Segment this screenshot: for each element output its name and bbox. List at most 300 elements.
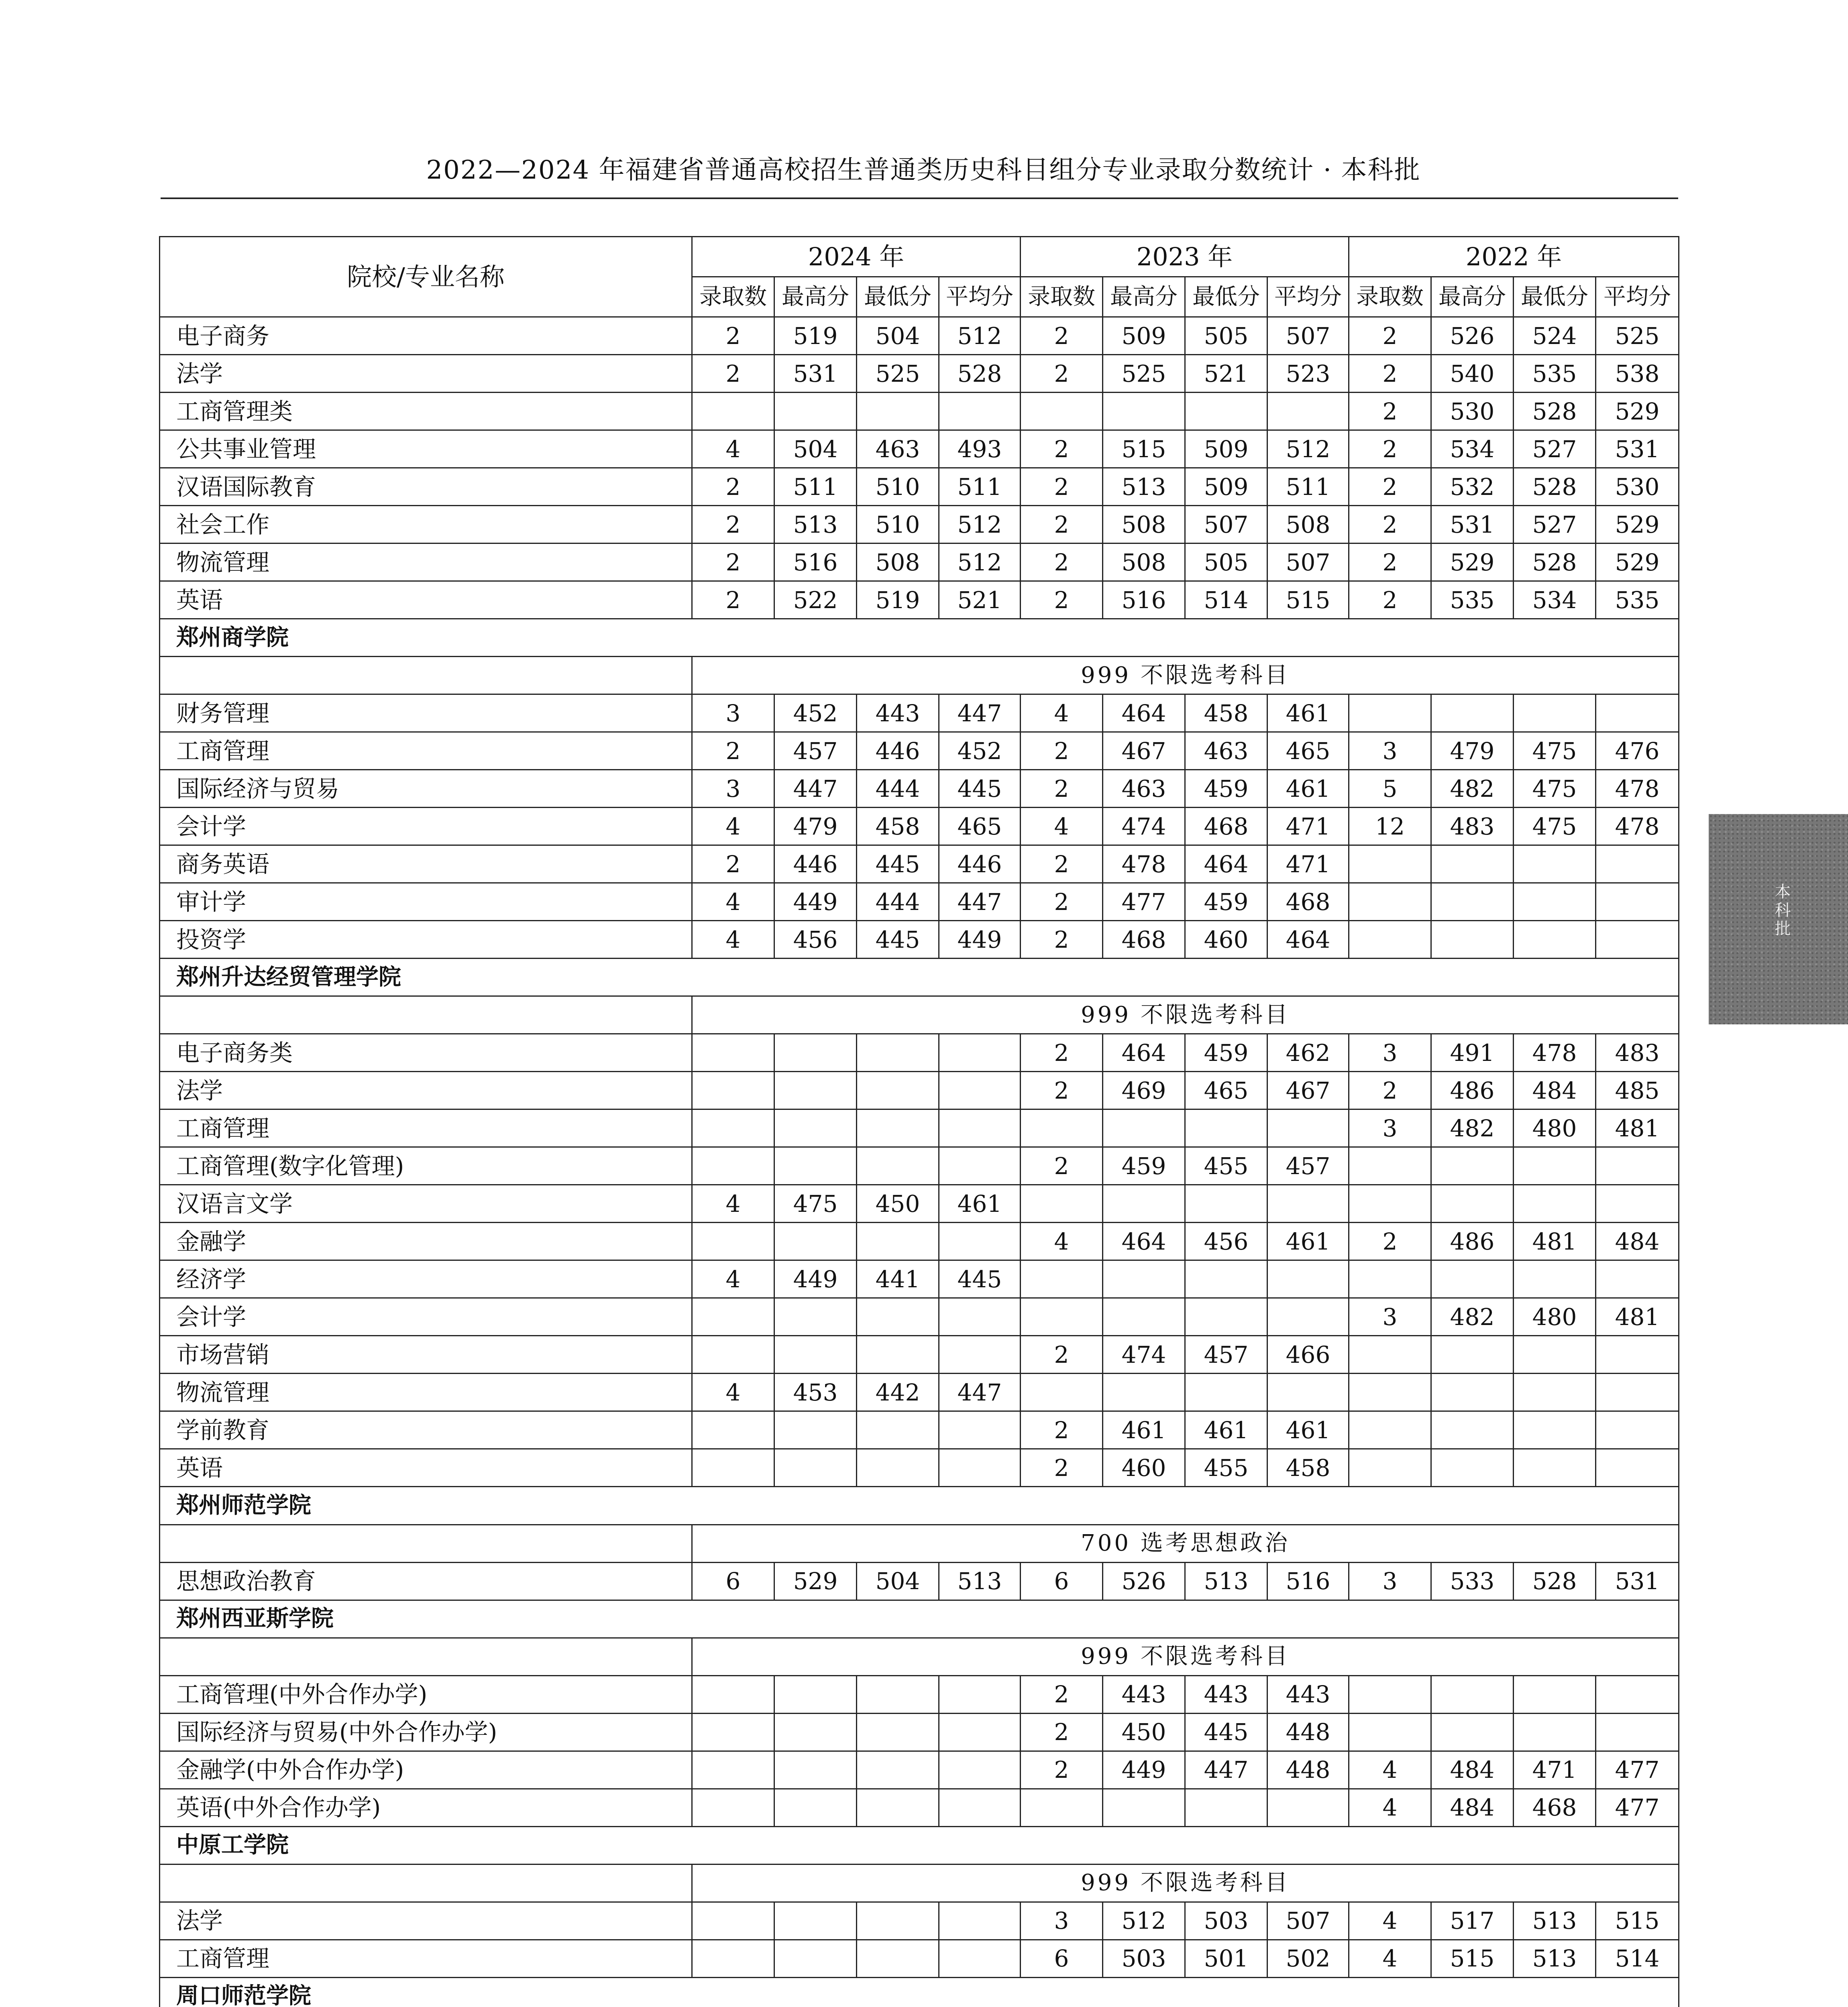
score-cell: 444 [857,883,939,921]
score-cell: 2 [1021,770,1103,808]
score-cell [1596,1411,1679,1449]
score-cell: 2 [1021,468,1103,506]
score-cell: 529 [1596,506,1679,543]
score-cell: 4 [1349,1940,1431,1977]
score-cell: 463 [1103,770,1185,808]
table-row [160,883,1679,921]
score-cell [774,1940,857,1977]
score-cell: 2 [1021,921,1103,959]
score-cell [1185,1109,1267,1147]
score-cell [1431,1449,1514,1487]
score-cell [1267,1260,1349,1298]
score-cell: 528 [1514,468,1596,506]
major-name: 汉语言文学 [160,1185,692,1223]
score-cell: 513 [1514,1902,1596,1940]
score-cell: 481 [1596,1109,1679,1147]
score-cell [1596,1713,1679,1751]
score-cell: 464 [1267,921,1349,959]
score-cell: 529 [1596,393,1679,430]
score-cell [692,393,774,430]
score-cell: 534 [1514,581,1596,619]
score-cell: 507 [1267,1902,1349,1940]
score-cell [857,1789,939,1826]
score-cell: 516 [774,543,857,581]
column-header: 最低分 [857,277,939,317]
score-cell: 474 [1103,1336,1185,1374]
score-cell: 538 [1596,355,1679,393]
score-cell: 4 [1349,1789,1431,1826]
score-cell [939,1675,1021,1713]
table-row [160,845,1679,883]
score-cell: 3 [1349,732,1431,770]
score-cell: 510 [857,468,939,506]
score-cell: 477 [1103,883,1185,921]
score-cell [1431,1374,1514,1411]
score-cell [857,1675,939,1713]
score-cell: 509 [1185,468,1267,506]
score-cell: 526 [1103,1562,1185,1600]
score-cell [939,1940,1021,1977]
score-cell [1103,1298,1185,1336]
score-cell: 515 [1596,1902,1679,1940]
score-cell [774,1789,857,1826]
score-cell: 456 [774,921,857,959]
score-cell [1514,1336,1596,1374]
major-name: 法学 [160,1902,692,1940]
score-cell: 3 [692,694,774,732]
score-cell: 511 [939,468,1021,506]
score-cell: 2 [692,732,774,770]
score-cell [1431,1260,1514,1298]
major-name: 国际经济与贸易(中外合作办学) [160,1713,692,1751]
score-cell [1514,1185,1596,1223]
score-cell [1596,1374,1679,1411]
score-cell: 2 [1021,506,1103,543]
column-header: 最高分 [1431,277,1514,317]
score-cell [692,1147,774,1185]
score-cell: 459 [1185,1034,1267,1072]
score-cell: 471 [1267,808,1349,845]
score-cell [692,1675,774,1713]
score-cell: 464 [1103,1223,1185,1260]
score-cell: 2 [1349,1072,1431,1109]
score-cell: 523 [1267,355,1349,393]
score-cell: 464 [1185,845,1267,883]
score-cell: 508 [1267,506,1349,543]
school-row [160,1977,1679,2007]
score-cell: 461 [1185,1411,1267,1449]
name-column-header: 院校/专业名称 [160,237,692,317]
score-cell: 511 [774,468,857,506]
score-cell: 530 [1431,393,1514,430]
major-name: 汉语国际教育 [160,468,692,506]
score-cell [857,1298,939,1336]
score-cell: 481 [1514,1223,1596,1260]
score-cell: 484 [1596,1223,1679,1260]
score-cell [1021,393,1103,430]
score-cell: 478 [1514,1034,1596,1072]
score-cell: 508 [1103,543,1185,581]
score-cell: 3 [1349,1034,1431,1072]
score-cell [774,1147,857,1185]
major-name: 金融学(中外合作办学) [160,1751,692,1789]
score-cell: 446 [857,732,939,770]
score-cell: 513 [1185,1562,1267,1600]
table-row [160,694,1679,732]
score-cell [857,1713,939,1751]
score-cell: 449 [1103,1751,1185,1789]
score-cell: 535 [1514,355,1596,393]
score-cell [774,1336,857,1374]
school-name: 郑州西亚斯学院 [160,1600,1679,1638]
score-cell: 445 [939,770,1021,808]
major-name: 法学 [160,1072,692,1109]
score-cell [1103,1185,1185,1223]
column-header: 平均分 [1267,277,1349,317]
score-cell: 484 [1431,1751,1514,1789]
score-cell: 525 [1103,355,1185,393]
score-cell: 475 [1514,770,1596,808]
score-cell: 529 [774,1562,857,1600]
table-row [160,1789,1679,1826]
score-cell: 515 [1267,581,1349,619]
score-cell: 507 [1267,317,1349,355]
score-cell [774,1713,857,1751]
score-cell: 521 [1185,355,1267,393]
score-cell [857,1034,939,1072]
score-cell: 464 [1103,1034,1185,1072]
score-cell: 6 [1021,1940,1103,1977]
table-row [160,317,1679,355]
table-row [160,1940,1679,1977]
score-cell [1185,1789,1267,1826]
subject-requirement-row [160,1864,1679,1902]
score-cell [1514,1411,1596,1449]
major-name: 会计学 [160,1298,692,1336]
score-cell [1431,1713,1514,1751]
score-cell: 463 [1185,732,1267,770]
score-cell: 525 [857,355,939,393]
score-cell: 501 [1185,1940,1267,1977]
score-cell: 2 [1021,1411,1103,1449]
column-header: 录取数 [1021,277,1103,317]
score-cell [774,1298,857,1336]
score-cell: 2 [1021,1034,1103,1072]
score-cell [1267,393,1349,430]
table-row [160,1713,1679,1751]
score-cell: 482 [1431,1298,1514,1336]
score-cell [1021,1374,1103,1411]
score-cell: 4 [692,883,774,921]
page-title: 2022—2024 年福建省普通高校招生普通类历史科目组分专业录取分数统计 · 本科批 [426,155,1421,185]
score-cell [1349,921,1431,959]
score-cell: 452 [939,732,1021,770]
score-cell [1431,694,1514,732]
major-name: 工商管理 [160,1940,692,1977]
score-cell [692,1789,774,1826]
score-cell [1514,845,1596,883]
score-cell [857,393,939,430]
school-name: 郑州师范学院 [160,1487,1679,1525]
column-header: 最高分 [774,277,857,317]
score-cell: 522 [774,581,857,619]
score-cell: 471 [1267,845,1349,883]
score-cell: 531 [774,355,857,393]
score-cell: 2 [1349,393,1431,430]
blank-cell [160,1864,692,1902]
score-cell: 445 [857,845,939,883]
score-cell: 503 [1103,1940,1185,1977]
score-cell: 4 [692,808,774,845]
score-cell: 516 [1267,1562,1349,1600]
table-row [160,355,1679,393]
score-cell [939,1072,1021,1109]
score-cell [1514,921,1596,959]
score-cell [774,1223,857,1260]
score-cell [1103,1374,1185,1411]
score-cell [1596,1449,1679,1487]
score-cell: 447 [939,1374,1021,1411]
major-name: 商务英语 [160,845,692,883]
score-cell: 460 [1185,921,1267,959]
score-cell: 3 [1021,1902,1103,1940]
major-name: 会计学 [160,808,692,845]
major-name: 公共事业管理 [160,430,692,468]
score-cell: 483 [1431,808,1514,845]
major-name: 国际经济与贸易 [160,770,692,808]
score-cell [1267,1374,1349,1411]
score-cell [1185,1260,1267,1298]
score-cell: 479 [774,808,857,845]
score-cell: 521 [939,581,1021,619]
score-cell: 512 [939,317,1021,355]
score-cell: 513 [939,1562,1021,1600]
score-cell: 4 [1021,808,1103,845]
score-cell [1349,883,1431,921]
score-cell: 505 [1185,317,1267,355]
score-cell [692,1713,774,1751]
score-cell: 2 [1021,430,1103,468]
score-cell [1267,1298,1349,1336]
score-cell: 483 [1596,1034,1679,1072]
major-name: 社会工作 [160,506,692,543]
score-cell: 461 [939,1185,1021,1223]
score-cell [774,1449,857,1487]
score-cell [1596,845,1679,883]
subject-requirement-row [160,657,1679,694]
score-cell: 442 [857,1374,939,1411]
score-cell: 502 [1267,1940,1349,1977]
score-cell [939,393,1021,430]
table-row [160,1185,1679,1223]
score-cell [1431,1336,1514,1374]
score-cell: 507 [1185,506,1267,543]
score-cell: 503 [1185,1902,1267,1940]
score-cell [857,1109,939,1147]
score-cell: 478 [1596,808,1679,845]
score-cell: 478 [1596,770,1679,808]
school-row [160,959,1679,996]
score-cell: 459 [1185,770,1267,808]
table-row [160,1223,1679,1260]
score-cell [1103,393,1185,430]
score-cell: 486 [1431,1072,1514,1109]
score-cell: 443 [857,694,939,732]
score-cell [774,1751,857,1789]
score-cell [857,1940,939,1977]
score-cell [939,1336,1021,1374]
major-name: 金融学 [160,1223,692,1260]
score-cell [1103,1109,1185,1147]
table-row [160,393,1679,430]
score-cell: 463 [857,430,939,468]
score-cell [939,1034,1021,1072]
score-cell: 446 [939,845,1021,883]
score-cell: 445 [1185,1713,1267,1751]
score-cell: 2 [1021,1675,1103,1713]
score-cell [1349,1147,1431,1185]
score-cell: 504 [857,317,939,355]
score-cell [692,1336,774,1374]
major-name: 物流管理 [160,543,692,581]
score-cell: 450 [857,1185,939,1223]
score-cell: 447 [774,770,857,808]
table-row [160,1109,1679,1147]
score-cell [939,1298,1021,1336]
table-row [160,1072,1679,1109]
score-cell [939,1411,1021,1449]
score-cell: 462 [1267,1034,1349,1072]
score-cell: 449 [774,883,857,921]
score-cell [939,1789,1021,1826]
score-cell: 461 [1267,694,1349,732]
year-header-2024: 2024 年 [692,237,1021,277]
major-name: 工商管理类 [160,393,692,430]
score-cell: 443 [1185,1675,1267,1713]
score-cell: 455 [1185,1147,1267,1185]
score-cell: 475 [774,1185,857,1223]
score-cell: 457 [1185,1336,1267,1374]
major-name: 电子商务 [160,317,692,355]
column-header: 最低分 [1514,277,1596,317]
score-cell: 531 [1596,1562,1679,1600]
subject-requirement: 999 不限选考科目 [692,1864,1679,1902]
score-cell: 4 [692,1260,774,1298]
score-cell: 507 [1267,543,1349,581]
score-cell: 449 [774,1260,857,1298]
score-cell: 527 [1514,430,1596,468]
score-cell: 468 [1267,883,1349,921]
score-cell [1431,845,1514,883]
score-cell: 528 [1514,393,1596,430]
subject-requirement-row [160,1525,1679,1562]
table-row [160,1902,1679,1940]
score-cell [857,1411,939,1449]
score-cell: 477 [1596,1751,1679,1789]
subject-requirement: 999 不限选考科目 [692,996,1679,1034]
table-row [160,1751,1679,1789]
score-cell [1021,1109,1103,1147]
score-cell: 461 [1267,1411,1349,1449]
score-cell: 3 [692,770,774,808]
table-row [160,1147,1679,1185]
score-cell [692,1751,774,1789]
major-name: 财务管理 [160,694,692,732]
score-cell: 445 [857,921,939,959]
score-cell: 476 [1596,732,1679,770]
score-cell [1596,1147,1679,1185]
score-cell: 3 [1349,1109,1431,1147]
score-cell: 509 [1103,317,1185,355]
score-cell: 526 [1431,317,1514,355]
score-cell: 514 [1185,581,1267,619]
score-cell: 477 [1596,1789,1679,1826]
column-header: 平均分 [1596,277,1679,317]
score-cell [1349,1374,1431,1411]
score-cell: 504 [857,1562,939,1600]
score-cell: 515 [1103,430,1185,468]
score-cell: 2 [1349,543,1431,581]
score-cell: 481 [1596,1298,1679,1336]
score-cell [857,1072,939,1109]
school-row [160,1600,1679,1638]
score-cell [774,1034,857,1072]
year-header-2022: 2022 年 [1349,237,1679,277]
score-cell: 529 [1431,543,1514,581]
score-cell [692,1072,774,1109]
major-name: 审计学 [160,883,692,921]
major-name: 物流管理 [160,1374,692,1411]
score-cell: 516 [1103,581,1185,619]
score-cell: 513 [1514,1940,1596,1977]
score-cell [774,1109,857,1147]
score-cell: 2 [1349,581,1431,619]
score-cell: 512 [939,543,1021,581]
score-cell: 4 [692,1185,774,1223]
score-cell: 461 [1103,1411,1185,1449]
table-row [160,1562,1679,1600]
score-cell: 459 [1103,1147,1185,1185]
major-name: 市场营销 [160,1336,692,1374]
score-cell: 3 [1349,1562,1431,1600]
score-cell: 504 [774,430,857,468]
score-cell: 512 [939,506,1021,543]
score-cell: 441 [857,1260,939,1298]
score-cell: 475 [1514,808,1596,845]
score-cell: 465 [939,808,1021,845]
column-header: 录取数 [1349,277,1431,317]
score-cell: 517 [1431,1902,1514,1940]
score-cell [1596,1675,1679,1713]
score-cell [1596,1336,1679,1374]
score-cell [1103,1789,1185,1826]
score-cell: 519 [857,581,939,619]
score-cell [1021,1185,1103,1223]
side-tab [1709,814,1848,1024]
major-name: 工商管理(数字化管理) [160,1147,692,1185]
score-cell: 465 [1267,732,1349,770]
table-row [160,1260,1679,1298]
score-cell [1596,694,1679,732]
table-row [160,506,1679,543]
major-name: 工商管理 [160,1109,692,1147]
score-cell: 484 [1431,1789,1514,1826]
score-cell: 480 [1514,1109,1596,1147]
score-cell [1185,1374,1267,1411]
score-cell: 2 [1021,883,1103,921]
school-name: 中原工学院 [160,1826,1679,1864]
score-cell: 2 [1021,845,1103,883]
